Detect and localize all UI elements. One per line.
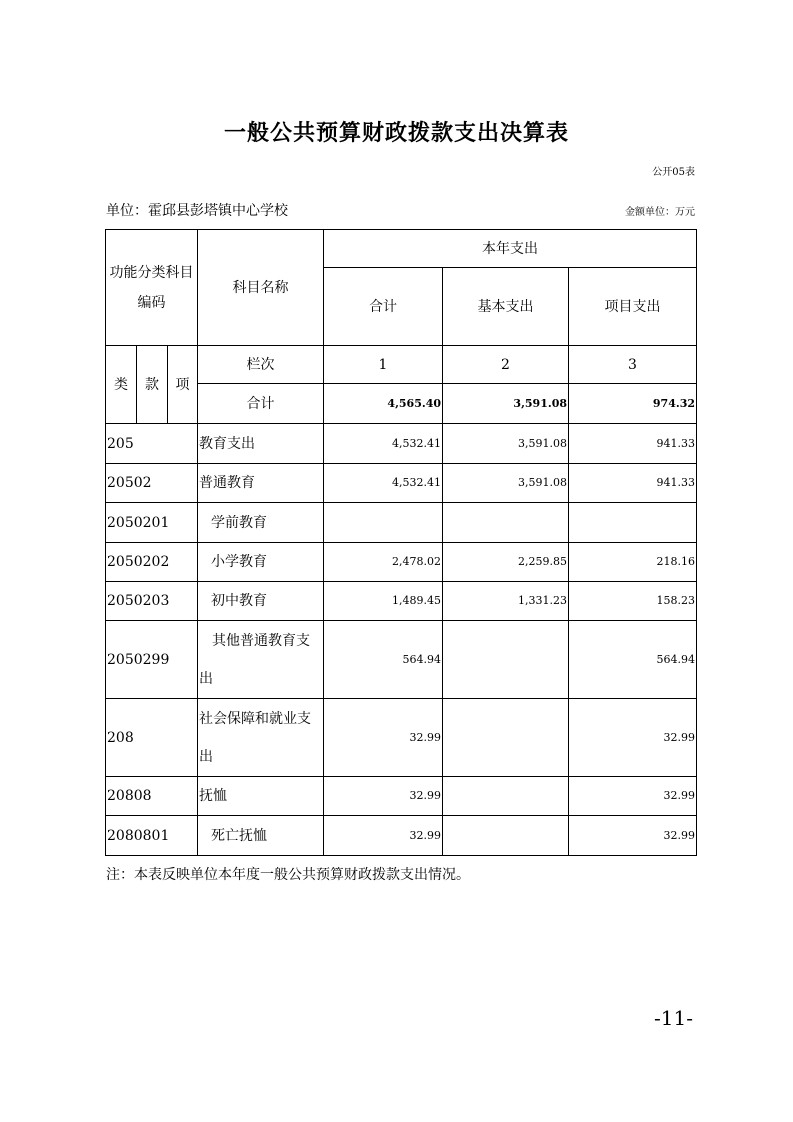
- row-project: 564.94: [569, 621, 697, 699]
- col2-number: 2: [443, 346, 569, 384]
- page-title: 一般公共预算财政拨款支出决算表: [223, 120, 569, 146]
- row-code: 2050202: [106, 543, 198, 582]
- row-basic: [443, 621, 569, 699]
- row-basic: [443, 503, 569, 543]
- row-code: 2050201: [106, 503, 198, 543]
- current-year-header: 本年支出: [324, 230, 697, 268]
- row-code: 205: [106, 424, 198, 464]
- row-total: 1,489.45: [324, 582, 443, 621]
- table-row: [106, 777, 697, 816]
- col1-number: 1: [324, 346, 443, 384]
- row-basic: 2,259.85: [443, 543, 569, 582]
- row-name: 死亡抚恤: [198, 816, 324, 856]
- table-row: [106, 816, 697, 856]
- row-basic: 3,591.08: [443, 464, 569, 503]
- row-total: 4,532.41: [324, 424, 443, 464]
- lanci-label: 栏次: [198, 346, 324, 384]
- row-project: 32.99: [569, 777, 697, 816]
- row-total: [324, 503, 443, 543]
- col-total-header: 合计: [324, 268, 443, 346]
- col-basic-header: 基本支出: [443, 268, 569, 346]
- row-total: 4,532.41: [324, 464, 443, 503]
- row-project: 941.33: [569, 424, 697, 464]
- row-code: 208: [106, 699, 198, 777]
- total-project: 974.32: [569, 384, 697, 424]
- row-basic: [443, 816, 569, 856]
- row-basic: [443, 699, 569, 777]
- row-code: 2050203: [106, 582, 198, 621]
- table-row: [106, 621, 697, 699]
- row-name: 社会保障和就业支 出: [198, 699, 324, 777]
- row-name: 抚恤: [198, 777, 324, 816]
- row-project: 158.23: [569, 582, 697, 621]
- row-total: 2,478.02: [324, 543, 443, 582]
- col3-number: 3: [569, 346, 697, 384]
- page-number: -11-: [654, 1006, 693, 1030]
- expenditure-table: [105, 229, 697, 856]
- row-total: 32.99: [324, 816, 443, 856]
- table-row: [106, 503, 697, 543]
- total-label: 合计: [198, 384, 324, 424]
- header-row-1: [106, 230, 697, 268]
- row-project: 32.99: [569, 816, 697, 856]
- row-name: 小学教育: [198, 543, 324, 582]
- money-unit-label: 金额单位：万元: [625, 207, 695, 218]
- total-basic: 3,591.08: [443, 384, 569, 424]
- table-row: [106, 424, 697, 464]
- row-code: 20808: [106, 777, 198, 816]
- row-name: 初中教育: [198, 582, 324, 621]
- row-name: 普通教育: [198, 464, 324, 503]
- kuan-header: 款: [137, 346, 168, 424]
- table-row: [106, 543, 697, 582]
- lanci-row: [106, 346, 697, 384]
- row-name: 学前教育: [198, 503, 324, 543]
- row-total: 564.94: [324, 621, 443, 699]
- row-basic: 3,591.08: [443, 424, 569, 464]
- table-row: [106, 699, 697, 777]
- row-basic: 1,331.23: [443, 582, 569, 621]
- xiang-header: 项: [168, 346, 198, 424]
- col-project-header: 项目支出: [569, 268, 697, 346]
- func-class-header: 功能分类科目 编码: [106, 230, 198, 346]
- total-sum: 4,565.40: [324, 384, 443, 424]
- row-code: 20502: [106, 464, 198, 503]
- row-project: 32.99: [569, 699, 697, 777]
- row-project: 941.33: [569, 464, 697, 503]
- row-total: 32.99: [324, 777, 443, 816]
- subject-name-header: 科目名称: [198, 230, 324, 346]
- row-total: 32.99: [324, 699, 443, 777]
- row-project: 218.16: [569, 543, 697, 582]
- form-number: 公开05表: [652, 167, 695, 178]
- table-row: [106, 582, 697, 621]
- row-name: 其他普通教育支 出: [198, 621, 324, 699]
- row-basic: [443, 777, 569, 816]
- row-project: [569, 503, 697, 543]
- row-code: 2080801: [106, 816, 198, 856]
- footnote: 注：本表反映单位本年度一般公共预算财政拨款支出情况。: [106, 867, 470, 883]
- row-code: 2050299: [106, 621, 198, 699]
- table-row: [106, 464, 697, 503]
- unit-label: 单位：霍邱县彭塔镇中心学校: [106, 203, 288, 219]
- lei-header: 类: [106, 346, 137, 424]
- row-name: 教育支出: [198, 424, 324, 464]
